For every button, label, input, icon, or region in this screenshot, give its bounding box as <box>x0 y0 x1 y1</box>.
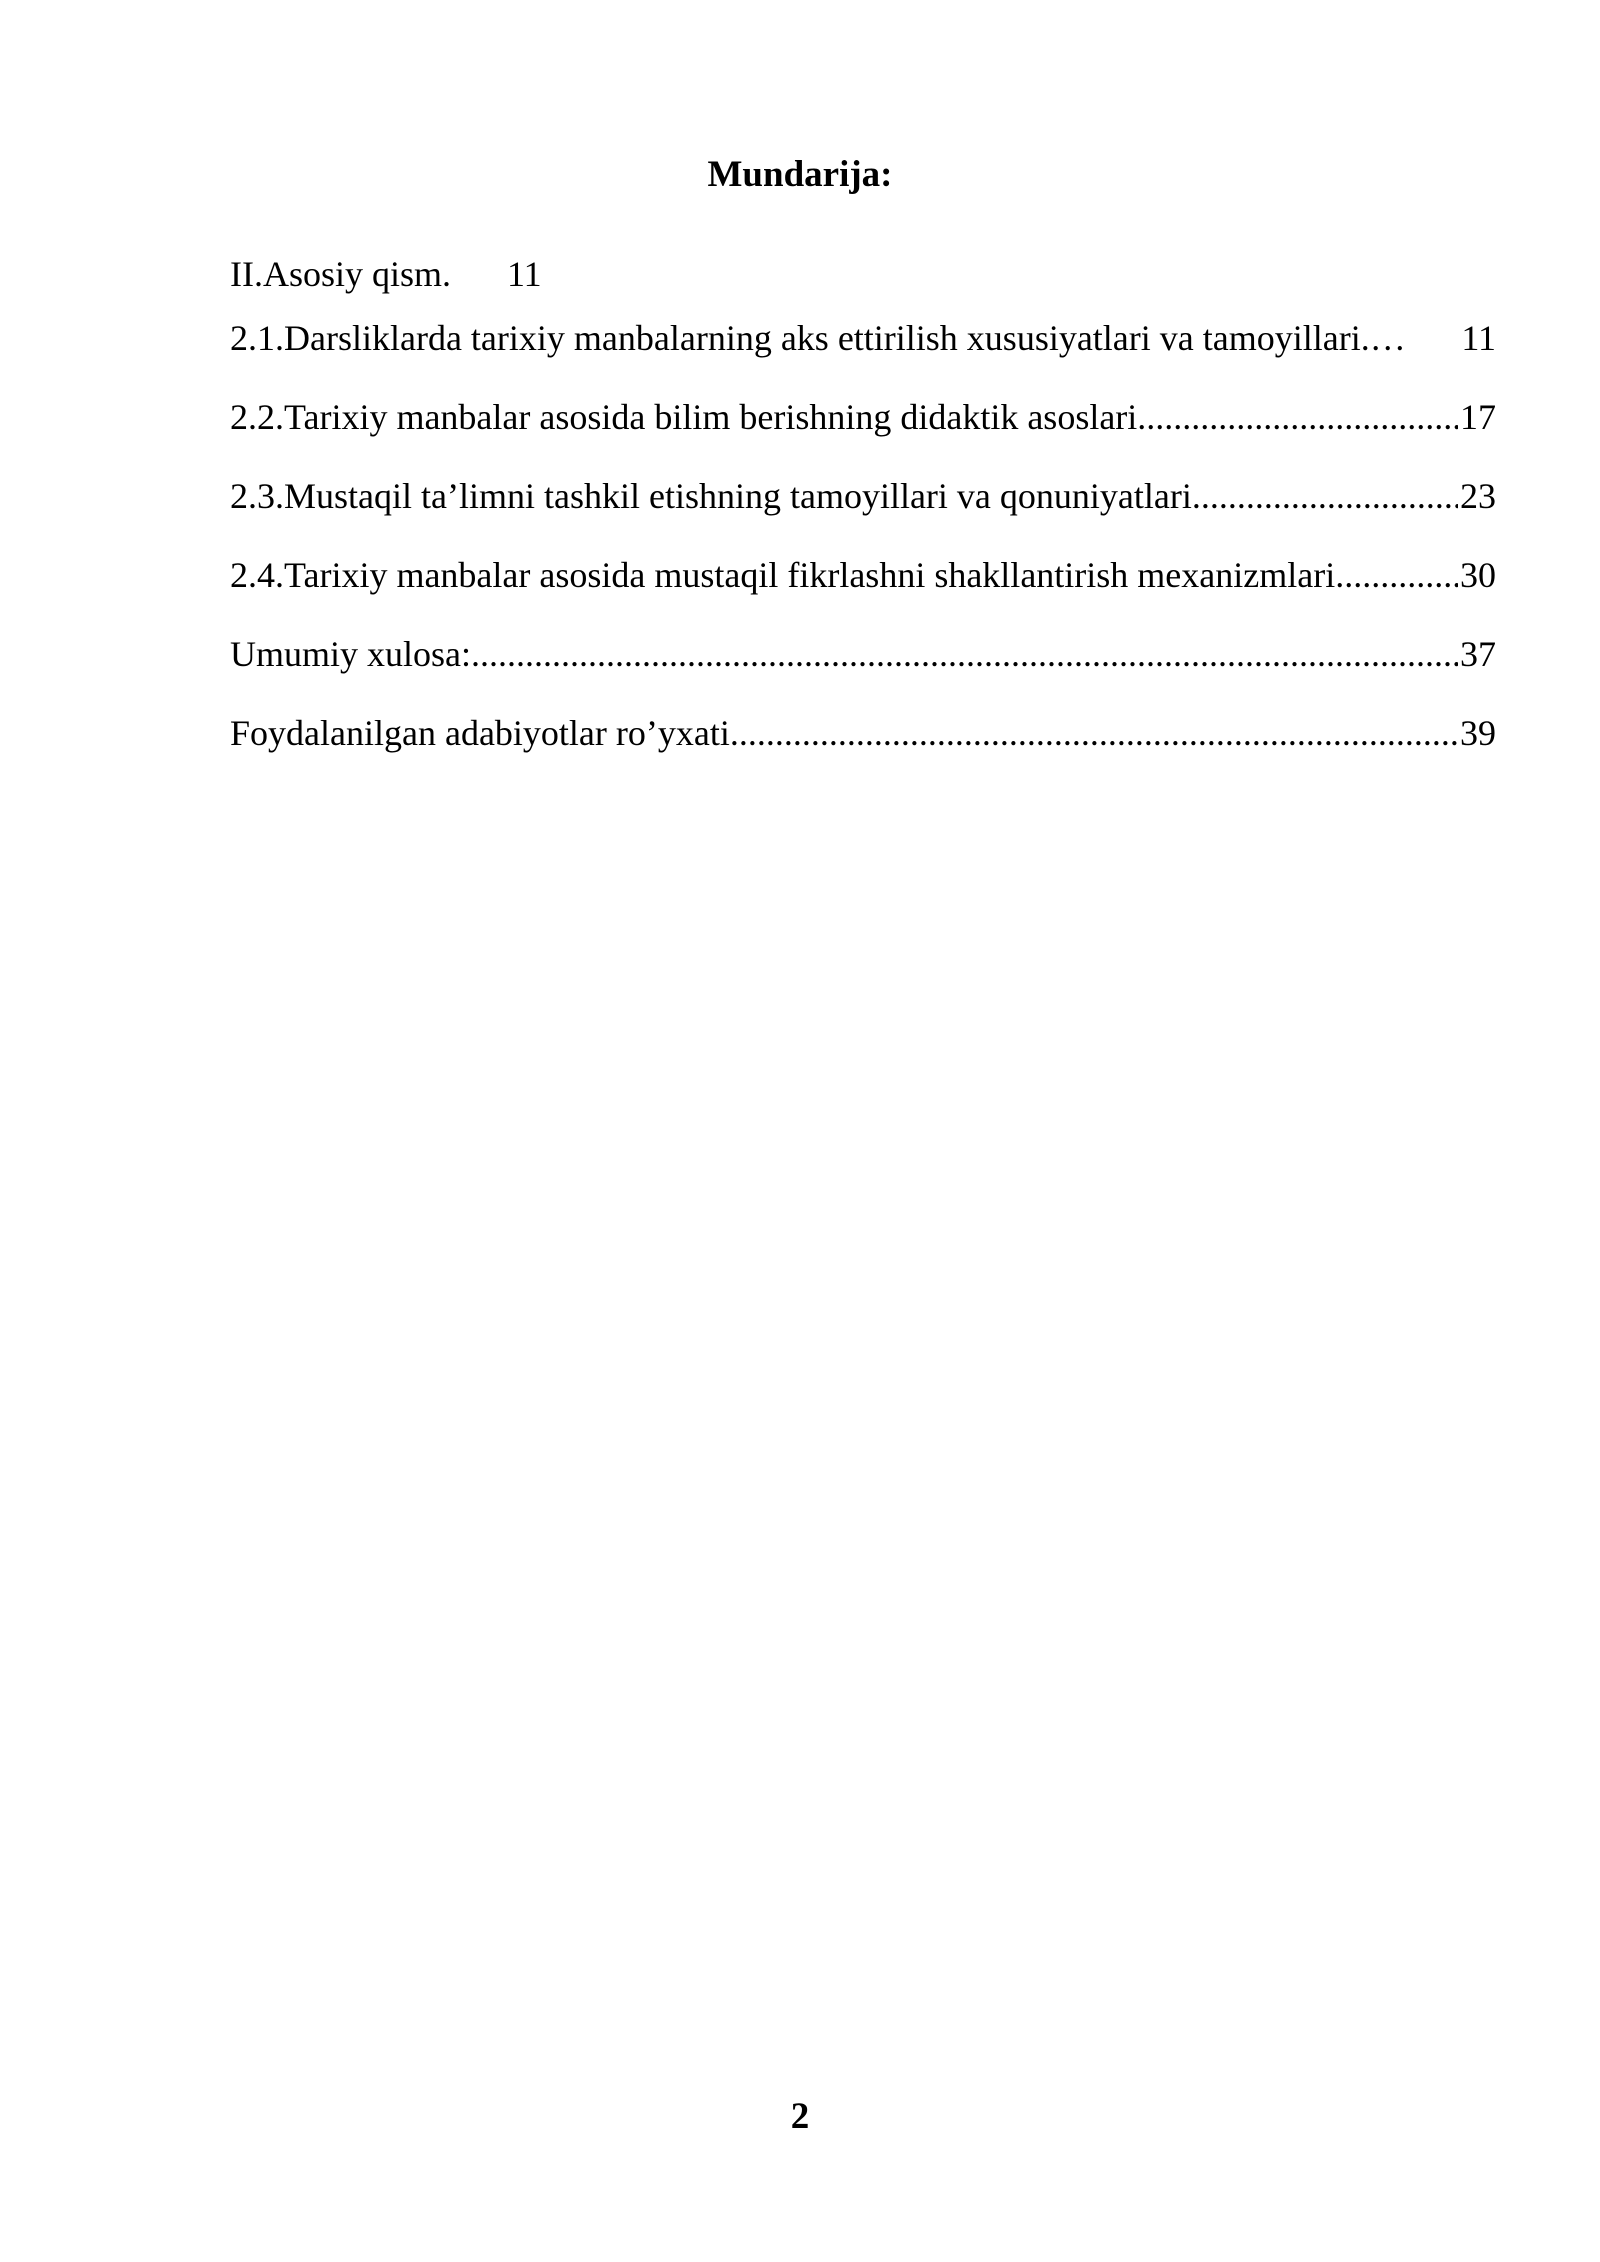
toc-entry-page: 23 <box>1460 476 1496 516</box>
toc-leader <box>1137 391 1458 443</box>
toc-leader <box>471 628 1458 680</box>
toc-leader <box>730 707 1458 759</box>
toc-entry <box>230 391 1496 443</box>
toc-entry-label: Umumiy xulosa: <box>230 634 471 674</box>
toc-entry-page: 11 <box>507 254 542 294</box>
toc-title: Mundarija: <box>707 154 893 195</box>
toc-entry-label: II.Asosiy qism. <box>230 254 452 294</box>
toc-entry <box>230 470 1496 522</box>
toc-leader <box>1370 312 1460 364</box>
toc-entry-page: 30 <box>1460 555 1496 595</box>
toc-entry-page: 17 <box>1460 397 1496 437</box>
table-of-contents <box>230 248 1496 786</box>
toc-leader <box>1192 470 1458 522</box>
toc-entry-page: 37 <box>1460 634 1496 674</box>
toc-entry-label: 2.2.Tarixiy manbalar asosida bilim berishning didaktik asoslari <box>230 397 1138 437</box>
toc-entry-label: 2.1.Darsliklarda tarixiy manbalarning aks ettirilish xususiyatlari va tamoyillari. <box>230 318 1370 358</box>
toc-entry <box>230 312 1496 364</box>
toc-entry <box>230 707 1496 759</box>
toc-entry-main-part <box>230 248 1496 300</box>
toc-entry-page: 39 <box>1460 713 1496 753</box>
toc-entry-page: 11 <box>1461 318 1496 358</box>
toc-leader <box>1335 549 1458 601</box>
toc-entry <box>230 628 1496 680</box>
toc-entry-label: 2.3.Mustaqil ta’limni tashkil etishning tamoyillari va qonuniyatlari <box>230 476 1192 516</box>
page-number: 2 <box>790 2096 810 2137</box>
toc-entry-label: Foydalanilgan adabiyotlar ro’yxati <box>230 713 730 753</box>
toc-entry <box>230 549 1496 601</box>
toc-entry-label: 2.4.Tarixiy manbalar asosida mustaqil fikrlashni shakllantirish mexanizmlari <box>230 555 1336 595</box>
